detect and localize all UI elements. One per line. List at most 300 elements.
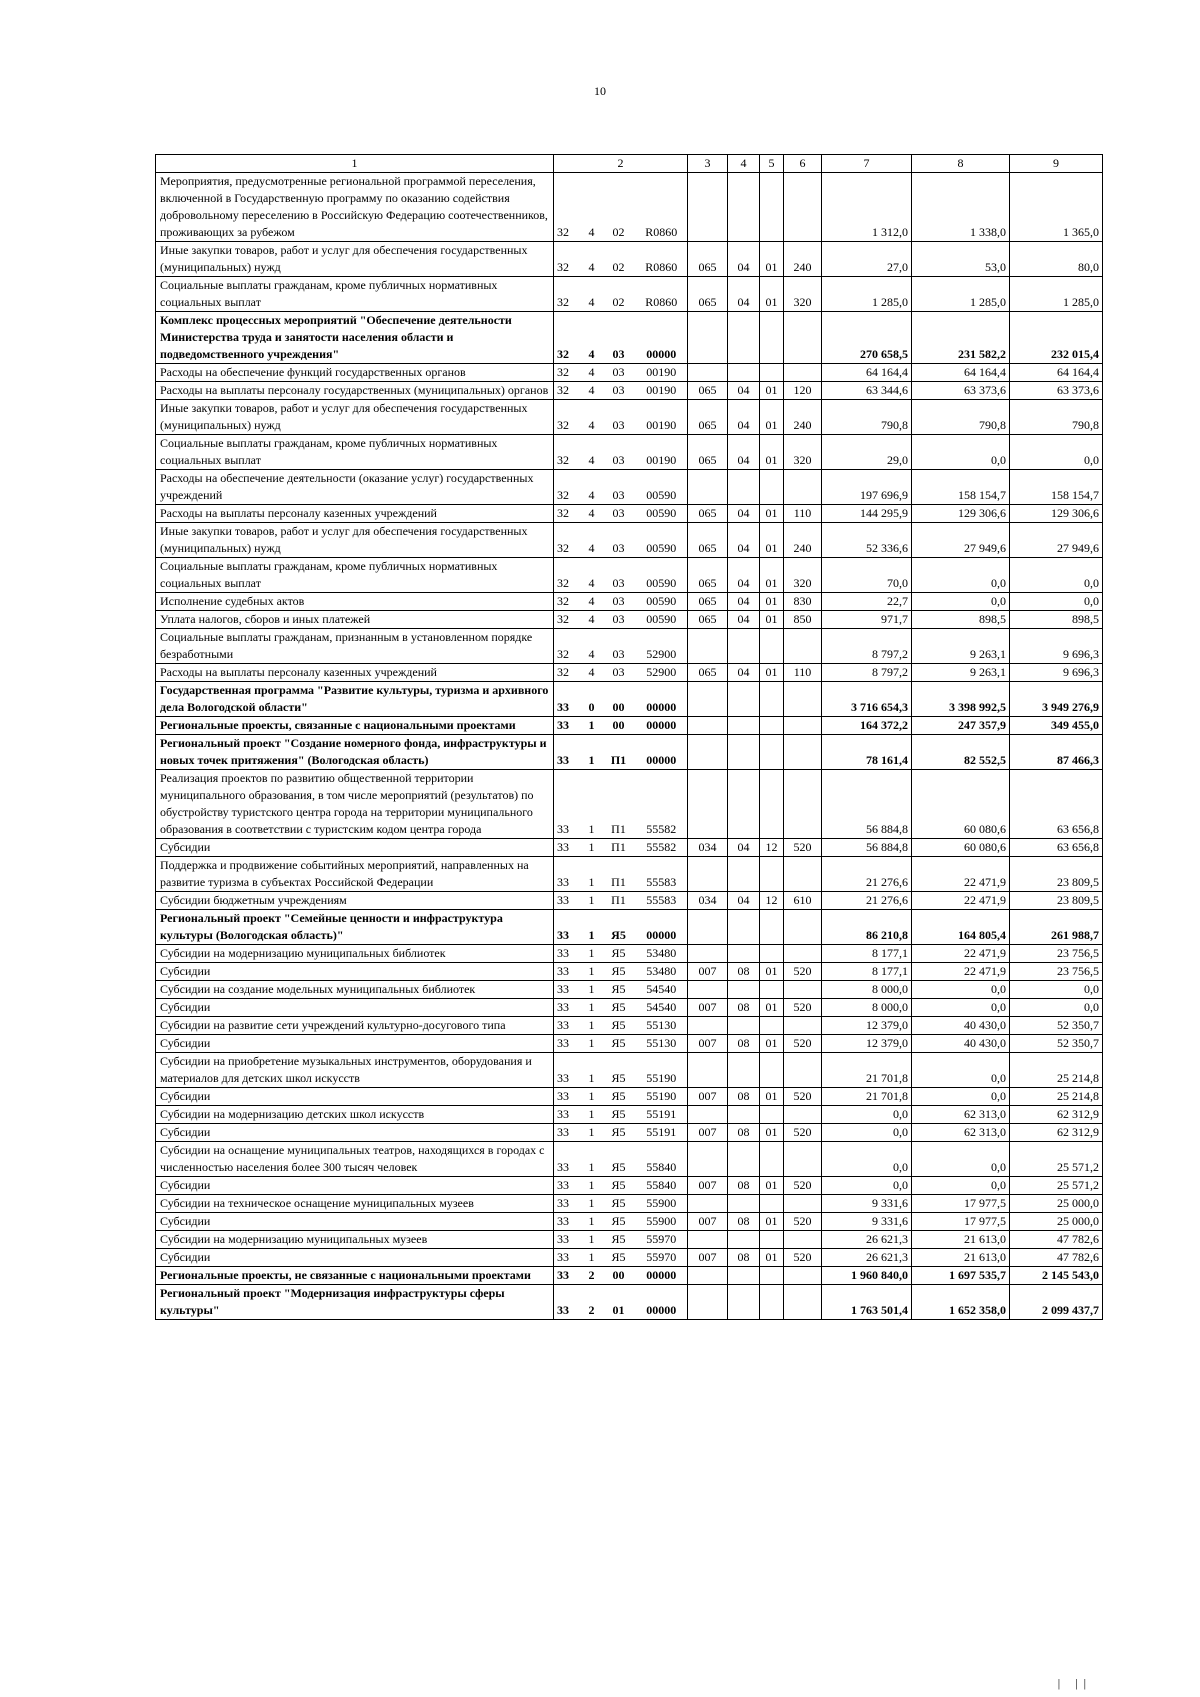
amount-col9: 80,0 [1010,242,1103,277]
code-subprogram: 4 [582,664,602,682]
code-subsection [760,629,784,664]
code-subsection: 01 [760,400,784,435]
amount-col8: 158 154,7 [912,470,1010,505]
code-structure: П1 [602,892,636,910]
code-subsection: 01 [760,593,784,611]
code-program: 32 [554,558,582,593]
code-program: 33 [554,963,582,981]
code-expense-type [784,857,822,892]
amount-col7: 144 295,9 [822,505,912,523]
code-ministry: 007 [688,1249,728,1267]
code-direction: 52900 [636,629,688,664]
amount-col9: 2 099 437,7 [1010,1285,1103,1320]
code-subprogram: 4 [582,505,602,523]
code-section [728,735,760,770]
row-description: Иные закупки товаров, работ и услуг для обеспечения государственных (муниципальных) нужд [156,242,554,277]
table-row [156,382,1103,400]
code-subsection: 01 [760,277,784,312]
amount-col8: 27 949,6 [912,523,1010,558]
row-description: Субсидии бюджетным учреждениям [156,892,554,910]
code-program: 32 [554,364,582,382]
row-description: Реализация проектов по развитию общественной территории муниципального образования, в том числе мероприятий (результатов) по обустройству туристского центра города на территории муниципального образования в соответствии с туристским кодом центра города [156,770,554,839]
code-direction: 00590 [636,593,688,611]
code-program: 32 [554,173,582,242]
code-subprogram: 1 [582,770,602,839]
row-description: Субсидии на приобретение музыкальных инструментов, оборудования и материалов для детских школ искусств [156,1053,554,1088]
code-section [728,312,760,364]
amount-col8: 21 613,0 [912,1231,1010,1249]
amount-col7: 64 164,4 [822,364,912,382]
amount-col9: 25 214,8 [1010,1088,1103,1106]
code-expense-type: 520 [784,1124,822,1142]
amount-col7: 0,0 [822,1142,912,1177]
code-structure: 00 [602,1267,636,1285]
code-subprogram: 1 [582,910,602,945]
code-program: 33 [554,1195,582,1213]
code-expense-type: 320 [784,435,822,470]
code-expense-type [784,945,822,963]
code-subprogram: 1 [582,963,602,981]
code-ministry: 065 [688,277,728,312]
code-section [728,857,760,892]
amount-col7: 86 210,8 [822,910,912,945]
code-expense-type: 110 [784,664,822,682]
amount-col9: 63 373,6 [1010,382,1103,400]
code-structure: 03 [602,435,636,470]
code-subsection [760,1142,784,1177]
code-expense-type [784,717,822,735]
amount-col9: 0,0 [1010,999,1103,1017]
amount-col8: 3 398 992,5 [912,682,1010,717]
amount-col8: 0,0 [912,1142,1010,1177]
code-program: 32 [554,664,582,682]
amount-col8: 22 471,9 [912,945,1010,963]
table-row [156,242,1103,277]
code-expense-type: 320 [784,558,822,593]
table-row [156,435,1103,470]
code-subprogram: 4 [582,364,602,382]
code-expense-type [784,173,822,242]
amount-col9: 87 466,3 [1010,735,1103,770]
code-subprogram: 4 [582,523,602,558]
amount-col9: 23 809,5 [1010,857,1103,892]
code-ministry: 065 [688,400,728,435]
code-program: 33 [554,1142,582,1177]
amount-col7: 270 658,5 [822,312,912,364]
amount-col7: 9 331,6 [822,1213,912,1231]
code-subsection: 01 [760,999,784,1017]
code-ministry [688,470,728,505]
code-program: 33 [554,770,582,839]
code-structure: Я5 [602,1231,636,1249]
amount-col7: 26 621,3 [822,1231,912,1249]
table-row [156,963,1103,981]
code-direction: 00000 [636,735,688,770]
table-row [156,999,1103,1017]
code-program: 33 [554,735,582,770]
code-direction: 00590 [636,523,688,558]
code-program: 32 [554,312,582,364]
code-structure: Я5 [602,1177,636,1195]
code-section [728,910,760,945]
code-section: 04 [728,664,760,682]
code-subsection: 01 [760,1088,784,1106]
code-section: 08 [728,1035,760,1053]
amount-col8: 22 471,9 [912,963,1010,981]
code-program: 32 [554,382,582,400]
amount-col7: 63 344,6 [822,382,912,400]
amount-col9: 25 571,2 [1010,1142,1103,1177]
code-ministry: 034 [688,839,728,857]
code-subprogram: 4 [582,470,602,505]
code-expense-type: 320 [784,277,822,312]
code-ministry [688,857,728,892]
row-description: Социальные выплаты гражданам, признанным в установленном порядке безработными [156,629,554,664]
code-subsection [760,735,784,770]
amount-col7: 0,0 [822,1177,912,1195]
table-row [156,1177,1103,1195]
code-ministry [688,910,728,945]
amount-col9: 2 145 543,0 [1010,1267,1103,1285]
row-description: Субсидии [156,1213,554,1231]
code-program: 33 [554,717,582,735]
code-ministry [688,1106,728,1124]
amount-col7: 8 797,2 [822,629,912,664]
amount-col7: 164 372,2 [822,717,912,735]
amount-col8: 0,0 [912,1088,1010,1106]
code-subprogram: 1 [582,892,602,910]
amount-col9: 158 154,7 [1010,470,1103,505]
code-section: 04 [728,277,760,312]
code-subprogram: 1 [582,839,602,857]
code-subprogram: 2 [582,1267,602,1285]
code-subsection: 01 [760,611,784,629]
code-program: 33 [554,981,582,999]
row-description: Уплата налогов, сборов и иных платежей [156,611,554,629]
code-structure: 03 [602,312,636,364]
amount-col7: 21 701,8 [822,1053,912,1088]
amount-col7: 1 763 501,4 [822,1285,912,1320]
code-structure: 03 [602,364,636,382]
amount-col7: 0,0 [822,1106,912,1124]
code-section [728,1142,760,1177]
code-subsection [760,1106,784,1124]
table-row [156,1213,1103,1231]
code-ministry [688,717,728,735]
code-section [728,770,760,839]
code-program: 32 [554,242,582,277]
amount-col9: 0,0 [1010,593,1103,611]
row-description: Субсидии [156,1088,554,1106]
code-subprogram: 1 [582,1088,602,1106]
code-subsection [760,910,784,945]
row-description: Субсидии на техническое оснащение муниципальных музеев [156,1195,554,1213]
code-structure: 03 [602,664,636,682]
amount-col9: 47 782,6 [1010,1249,1103,1267]
code-section [728,682,760,717]
code-program: 33 [554,839,582,857]
amount-col7: 12 379,0 [822,1017,912,1035]
code-program: 33 [554,910,582,945]
code-subsection: 01 [760,1177,784,1195]
table-row [156,892,1103,910]
code-section: 04 [728,593,760,611]
code-direction: 00000 [636,1285,688,1320]
amount-col9: 232 015,4 [1010,312,1103,364]
amount-col7: 3 716 654,3 [822,682,912,717]
code-section [728,173,760,242]
code-subprogram: 1 [582,1142,602,1177]
amount-col8: 0,0 [912,435,1010,470]
code-program: 33 [554,1017,582,1035]
amount-col7: 29,0 [822,435,912,470]
code-direction: R0860 [636,242,688,277]
code-expense-type [784,1106,822,1124]
code-structure: Я5 [602,910,636,945]
code-structure: Я5 [602,981,636,999]
table-row [156,981,1103,999]
table-row [156,1195,1103,1213]
amount-col7: 9 331,6 [822,1195,912,1213]
table-row [156,1106,1103,1124]
amount-col8: 22 471,9 [912,892,1010,910]
code-program: 33 [554,1053,582,1088]
amount-col7: 22,7 [822,593,912,611]
table-row [156,1124,1103,1142]
code-structure: 02 [602,277,636,312]
code-structure: 03 [602,505,636,523]
amount-col8: 22 471,9 [912,857,1010,892]
code-structure: Я5 [602,999,636,1017]
code-direction: 55840 [636,1177,688,1195]
code-subprogram: 1 [582,857,602,892]
row-description: Субсидии на оснащение муниципальных театров, находящихся в городах с численностью населения более 300 тысяч человек [156,1142,554,1177]
code-structure: Я5 [602,1035,636,1053]
code-direction: 00000 [636,910,688,945]
table-row [156,1231,1103,1249]
code-ministry [688,1195,728,1213]
code-direction: 00000 [636,312,688,364]
amount-col8: 898,5 [912,611,1010,629]
code-structure: 03 [602,382,636,400]
code-expense-type: 240 [784,242,822,277]
code-ministry [688,629,728,664]
code-direction: 00190 [636,382,688,400]
code-direction: 55190 [636,1053,688,1088]
amount-col8: 82 552,5 [912,735,1010,770]
code-direction: 55130 [636,1017,688,1035]
amount-col8: 0,0 [912,999,1010,1017]
code-structure: Я5 [602,1053,636,1088]
table-row [156,400,1103,435]
table-row [156,1267,1103,1285]
table-row [156,1053,1103,1088]
amount-col9: 62 312,9 [1010,1124,1103,1142]
row-description: Субсидии [156,839,554,857]
amount-col7: 0,0 [822,1124,912,1142]
row-description: Региональный проект "Создание номерного фонда, инфраструктуры и новых точек притяжения" (Вологодская область) [156,735,554,770]
row-description: Комплекс процессных мероприятий "Обеспечение деятельности Министерства труда и занятости населения области и подведомственного учреждения" [156,312,554,364]
header-cell: 5 [760,155,784,173]
code-structure: 01 [602,1285,636,1320]
table-row [156,857,1103,892]
code-subsection: 01 [760,435,784,470]
code-program: 33 [554,999,582,1017]
row-description: Региональный проект "Модернизация инфраструктуры сферы культуры" [156,1285,554,1320]
code-expense-type: 520 [784,963,822,981]
code-subsection: 01 [760,242,784,277]
code-section [728,981,760,999]
code-program: 33 [554,1106,582,1124]
code-ministry [688,682,728,717]
code-structure: 03 [602,470,636,505]
code-ministry: 034 [688,892,728,910]
code-structure: Я5 [602,945,636,963]
code-expense-type: 240 [784,523,822,558]
code-structure: 02 [602,173,636,242]
code-subprogram: 1 [582,945,602,963]
amount-col8: 164 805,4 [912,910,1010,945]
code-subsection [760,717,784,735]
amount-col8: 1 338,0 [912,173,1010,242]
code-expense-type [784,682,822,717]
code-subsection [760,682,784,717]
code-program: 32 [554,400,582,435]
amount-col9: 25 000,0 [1010,1195,1103,1213]
code-expense-type: 520 [784,839,822,857]
amount-col7: 21 276,6 [822,857,912,892]
code-structure: Я5 [602,1195,636,1213]
code-program: 33 [554,1285,582,1320]
table-row [156,505,1103,523]
code-structure: Я5 [602,1249,636,1267]
code-structure: П1 [602,839,636,857]
code-expense-type: 850 [784,611,822,629]
code-expense-type [784,1017,822,1035]
header-cell: 1 [156,155,554,173]
code-subprogram: 4 [582,558,602,593]
amount-col9: 9 696,3 [1010,629,1103,664]
code-structure: Я5 [602,1213,636,1231]
code-direction: 00190 [636,400,688,435]
code-subprogram: 1 [582,1177,602,1195]
code-program: 32 [554,523,582,558]
code-subsection [760,1231,784,1249]
header-cell: 7 [822,155,912,173]
page-number: 10 [594,84,606,98]
header-cell: 3 [688,155,728,173]
table-row [156,1088,1103,1106]
amount-col9: 261 988,7 [1010,910,1103,945]
code-subsection [760,1017,784,1035]
row-description: Субсидии [156,999,554,1017]
code-program: 33 [554,1124,582,1142]
amount-col8: 0,0 [912,1053,1010,1088]
table-row [156,839,1103,857]
code-structure: П1 [602,735,636,770]
code-section: 08 [728,1177,760,1195]
amount-col8: 64 164,4 [912,364,1010,382]
table-row [156,611,1103,629]
code-expense-type: 120 [784,382,822,400]
code-subsection [760,945,784,963]
code-direction: 00590 [636,611,688,629]
amount-col7: 21 701,8 [822,1088,912,1106]
code-subprogram: 4 [582,277,602,312]
amount-col8: 40 430,0 [912,1017,1010,1035]
code-subprogram: 4 [582,242,602,277]
amount-col7: 27,0 [822,242,912,277]
code-expense-type [784,312,822,364]
code-structure: Я5 [602,1106,636,1124]
code-direction: 55900 [636,1195,688,1213]
code-section [728,1053,760,1088]
row-description: Региональный проект "Семейные ценности и инфраструктура культуры (Вологодская область)" [156,910,554,945]
table-row [156,1249,1103,1267]
code-ministry: 007 [688,1088,728,1106]
code-ministry [688,173,728,242]
code-section [728,1017,760,1035]
code-direction: 55130 [636,1035,688,1053]
table-row [156,558,1103,593]
table-row [156,364,1103,382]
code-ministry [688,770,728,839]
amount-col7: 21 276,6 [822,892,912,910]
code-ministry: 007 [688,1213,728,1231]
amount-col8: 63 373,6 [912,382,1010,400]
amount-col7: 56 884,8 [822,839,912,857]
row-description: Субсидии [156,1177,554,1195]
code-section: 04 [728,839,760,857]
code-ministry [688,312,728,364]
amount-col7: 1 960 840,0 [822,1267,912,1285]
header-cell: 8 [912,155,1010,173]
code-program: 33 [554,857,582,892]
code-expense-type: 520 [784,1088,822,1106]
code-section: 08 [728,1088,760,1106]
corner-mark: | || [1057,1676,1092,1690]
row-description: Расходы на выплаты персоналу казенных учреждений [156,505,554,523]
amount-col9: 47 782,6 [1010,1231,1103,1249]
code-direction: 00000 [636,682,688,717]
code-subsection [760,1195,784,1213]
amount-col8: 60 080,6 [912,770,1010,839]
code-program: 32 [554,435,582,470]
code-section: 08 [728,999,760,1017]
code-structure: Я5 [602,1088,636,1106]
code-subprogram: 0 [582,682,602,717]
code-program: 33 [554,1177,582,1195]
code-structure: 02 [602,242,636,277]
amount-col9: 898,5 [1010,611,1103,629]
code-program: 33 [554,1035,582,1053]
amount-col9: 349 455,0 [1010,717,1103,735]
code-program: 33 [554,945,582,963]
amount-col9: 23 756,5 [1010,963,1103,981]
amount-col7: 26 621,3 [822,1249,912,1267]
code-subsection: 01 [760,505,784,523]
code-subprogram: 1 [582,717,602,735]
code-program: 32 [554,593,582,611]
amount-col7: 78 161,4 [822,735,912,770]
code-expense-type: 520 [784,1213,822,1231]
code-direction: 55190 [636,1088,688,1106]
code-expense-type [784,981,822,999]
code-section: 08 [728,1213,760,1231]
code-section: 08 [728,1249,760,1267]
amount-col7: 1 285,0 [822,277,912,312]
code-subprogram: 1 [582,1213,602,1231]
